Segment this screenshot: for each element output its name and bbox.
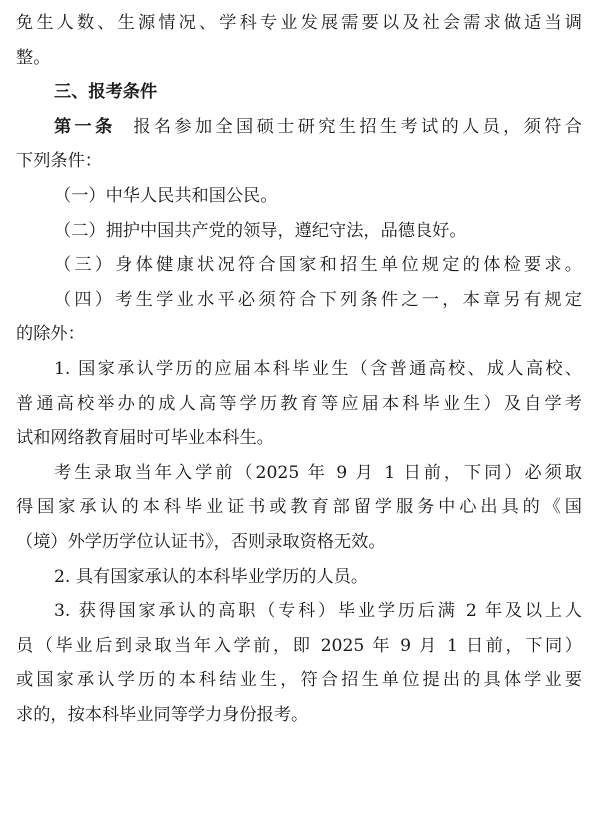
- paragraph-line: 或国家承认学历的本科结业生，符合招生单位提出的具体学业要: [16, 670, 582, 691]
- article-text: 报名参加全国硕士研究生招生考试的人员，须符合: [133, 116, 582, 137]
- paragraph-line: （境）外学历学位认证书》，否则录取资格无效。: [16, 531, 386, 552]
- paragraph-line: 下列条件：: [16, 151, 102, 172]
- item-three: 3. 获得国家承认的高职（专科）毕业学历后满 2 年及以上人: [54, 601, 582, 622]
- paragraph-line: 普通高校举办的成人高等学历教育等应届本科毕业生）及自学考: [16, 393, 582, 414]
- condition-two: （二）拥护中国共产党的领导，遵纪守法，品德良好。: [54, 220, 467, 241]
- paragraph-line: 免生人数、生源情况、学科专业发展需要以及社会需求做适当调: [16, 13, 582, 33]
- paragraph-line: 整。: [16, 47, 51, 68]
- section-heading: 三、报考条件: [54, 82, 158, 103]
- paragraph-line: 员（毕业后到录取当年入学前，即 2025 年 9 月 1 日前，下同）: [16, 635, 582, 656]
- paragraph-line: 的除外：: [16, 324, 85, 345]
- paragraph-line: 求的，按本科毕业同等学力身份报考。: [16, 704, 309, 725]
- condition-four: （四）考生学业水平必须符合下列条件之一，本章另有规定: [54, 289, 582, 310]
- paragraph-line: 试和网络教育届时可毕业本科生。: [16, 428, 274, 449]
- item-one: 1. 国家承认学历的应届本科毕业生（含普通高校、成人高校、: [54, 358, 582, 379]
- article-label: 第一条: [54, 116, 116, 137]
- condition-one: （一）中华人民共和国公民。: [54, 185, 278, 206]
- paragraph-line: 得国家承认的本科毕业证书或教育部留学服务中心出具的《国: [16, 497, 582, 518]
- article-first-line: [16, 110, 582, 145]
- item-two: 2. 具有国家承认的本科毕业学历的人员。: [54, 566, 369, 587]
- condition-three: （三）身体健康状况符合国家和招生单位规定的体检要求。: [54, 255, 582, 276]
- item-one-note: 考生录取当年入学前（2025 年 9 月 1 日前，下同）必须取: [54, 462, 582, 483]
